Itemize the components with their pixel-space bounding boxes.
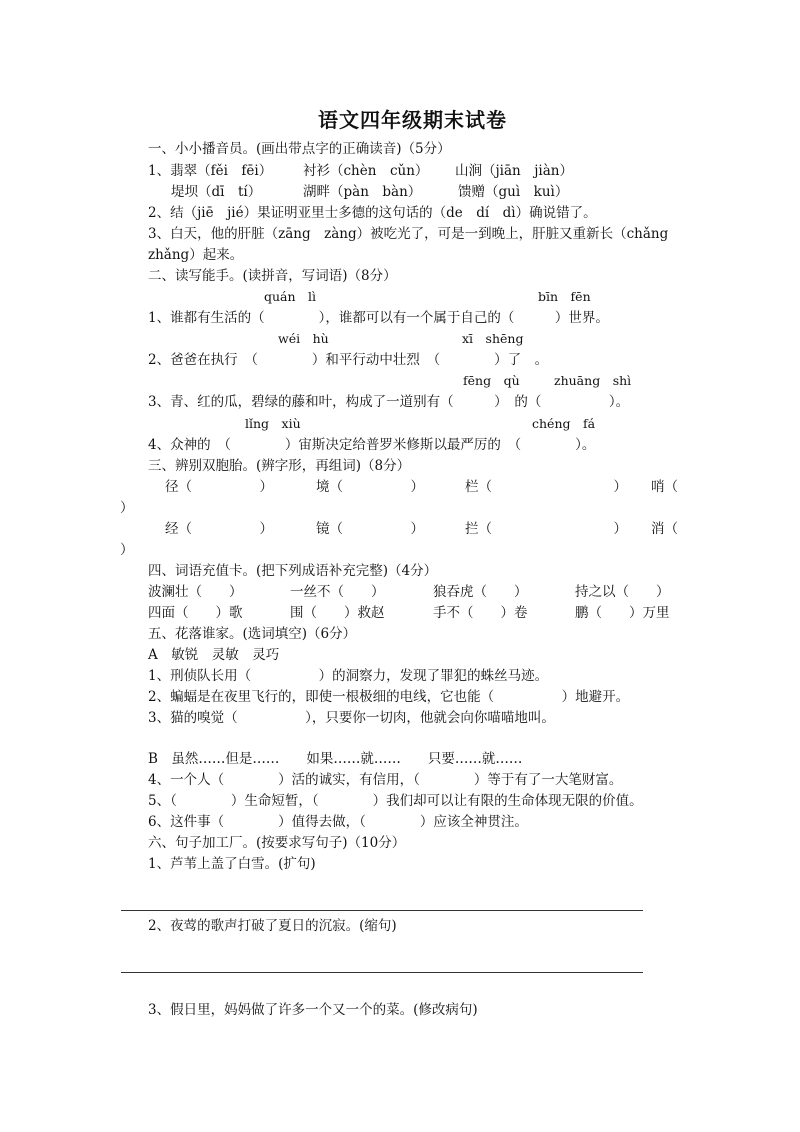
s2-pinyin2a: wéi hù (278, 331, 329, 346)
s3-row1-a: 径（ ） (165, 479, 273, 495)
answer-line-2 (121, 972, 643, 973)
s4-idiom-e: 四面（ ）歌 (148, 605, 243, 621)
s3-row1-c: 栏（ ） (465, 479, 627, 495)
s2-q3: 3、青、红的瓜，碧绿的藤和叶，构成了一道别有（ ） 的（ ）。 (148, 394, 630, 410)
s4-idiom-h: 鹏（ ）万里 (575, 605, 670, 621)
s3-row2-e: ） (120, 542, 134, 558)
s6-q2: 2、夜莺的歌声打破了夏日的沉寂。(缩句) (148, 918, 397, 934)
s1-q2: 2、结（jiē jié）果证明亚里士多德的这句话的（de dí dì）确说错了。 (148, 205, 597, 221)
s5-group-a: A 敏锐 灵敏 灵巧 (148, 647, 280, 663)
s2-pinyin4b: chéng fá (532, 416, 596, 431)
s5-q6: 6、这件事（ ）值得去做，（ ）应该全神贯注。 (148, 814, 528, 830)
s3-row2-b: 镜（ ） (316, 521, 424, 537)
s6-q3: 3、假日里，妈妈做了许多一个又一个的菜。(修改病句) (148, 1002, 478, 1018)
s3-row1-b: 境（ ） (316, 479, 424, 495)
s3-row1-e: ） (120, 500, 134, 516)
s6-q1: 1、芦苇上盖了白雪。(扩句) (148, 856, 316, 872)
s4-idiom-f: 围（ ）救赵 (290, 605, 385, 621)
s2-pinyin1b: bīn fēn (538, 289, 591, 304)
s2-pinyin3a: fēng qù (463, 373, 520, 388)
s4-idiom-g: 手不（ ）卷 (433, 605, 528, 621)
s5-q4: 4、一个人（ ）活的诚实，有信用，（ ）等于有了一大笔财富。 (148, 772, 623, 788)
s4-idiom-b: 一丝不（ ） (290, 584, 385, 600)
s5-q2: 2、蝙蝠是在夜里飞行的，即使一根极细的电线，它也能（ ）地避开。 (148, 689, 630, 705)
s4-idiom-a: 波澜壮（ ） (148, 584, 243, 600)
s5-q3: 3、猫的嗅觉（ ），只要你一切肉，他就会向你喵喵地叫。 (148, 710, 555, 726)
s2-pinyin4a: lǐng xiù (245, 416, 301, 431)
s1-q1d: 堤坝（dī tí） (171, 184, 262, 200)
s5-q5: 5、（ ）生命短暂，（ ）我们却可以让有限的生命体现无限的价值。 (148, 793, 643, 809)
s2-q2: 2、爸爸在执行 （ ）和平行动中壮烈 （ ）了 。 (148, 352, 549, 368)
section4-heading: 四、词语充值卡。(把下列成语补充完整)（4分） (148, 563, 438, 579)
s5-q1: 1、刑侦队长用（ ）的洞察力，发现了罪犯的蛛丝马迹。 (148, 668, 549, 684)
s1-q1c: 山涧（jiān jiàn） (455, 163, 573, 179)
s2-pinyin1a: quán lì (264, 289, 317, 304)
s4-idiom-c: 狼吞虎（ ） (433, 584, 528, 600)
s2-pinyin2b: xī shēng (462, 331, 524, 346)
s1-q3b: zhǎng）起来。 (148, 247, 244, 263)
section3-heading: 三、辨别双胞胎。(辨字形，再组词)（8分） (148, 458, 411, 474)
s5-group-b: B 虽然……但是…… 如果……就…… 只要……就…… (148, 751, 523, 767)
s2-q4: 4、众神的 （ ）宙斯决定给普罗米修斯以最严厉的 （ ）。 (148, 437, 596, 453)
s1-q1f: 馈赠（guì kuì） (458, 184, 569, 200)
s2-q1: 1、谁都有生活的（ ），谁都可以有一个属于自己的（ ）世界。 (148, 310, 609, 326)
section1-heading: 一、小小播音员。(画出带点字的正确读音)（5分） (148, 141, 451, 157)
s1-q3a: 3、白天，他的肝脏（zāng zàng）被吃光了，可是一到晚上，肝脏又重新长（chǎng (148, 226, 669, 242)
s1-q1a: 1、翡翠（fěi fēi） (148, 163, 273, 179)
s3-row2-c: 拦（ ） (465, 521, 627, 537)
section2-heading: 二、读写能手。(读拼音，写词语)（8分） (148, 268, 397, 284)
page-title: 语文四年级期末试卷 (318, 108, 507, 132)
s3-row2-d: 消（ (651, 521, 678, 537)
s3-row1-d: 哨（ (651, 479, 678, 495)
answer-line-1 (121, 910, 643, 911)
section6-heading: 六、句子加工厂。(按要求写句子)（10分） (148, 835, 406, 851)
s2-pinyin3b: zhuāng shì (554, 373, 632, 388)
s1-q1b: 衬衫（chèn cǔn） (303, 163, 429, 179)
s4-idiom-d: 持之以（ ） (575, 584, 670, 600)
s1-q1e: 湖畔（pàn bàn） (303, 184, 422, 200)
s3-row2-a: 经（ ） (165, 521, 273, 537)
section5-heading: 五、花落谁家。(选词填空)（6分） (148, 626, 357, 642)
